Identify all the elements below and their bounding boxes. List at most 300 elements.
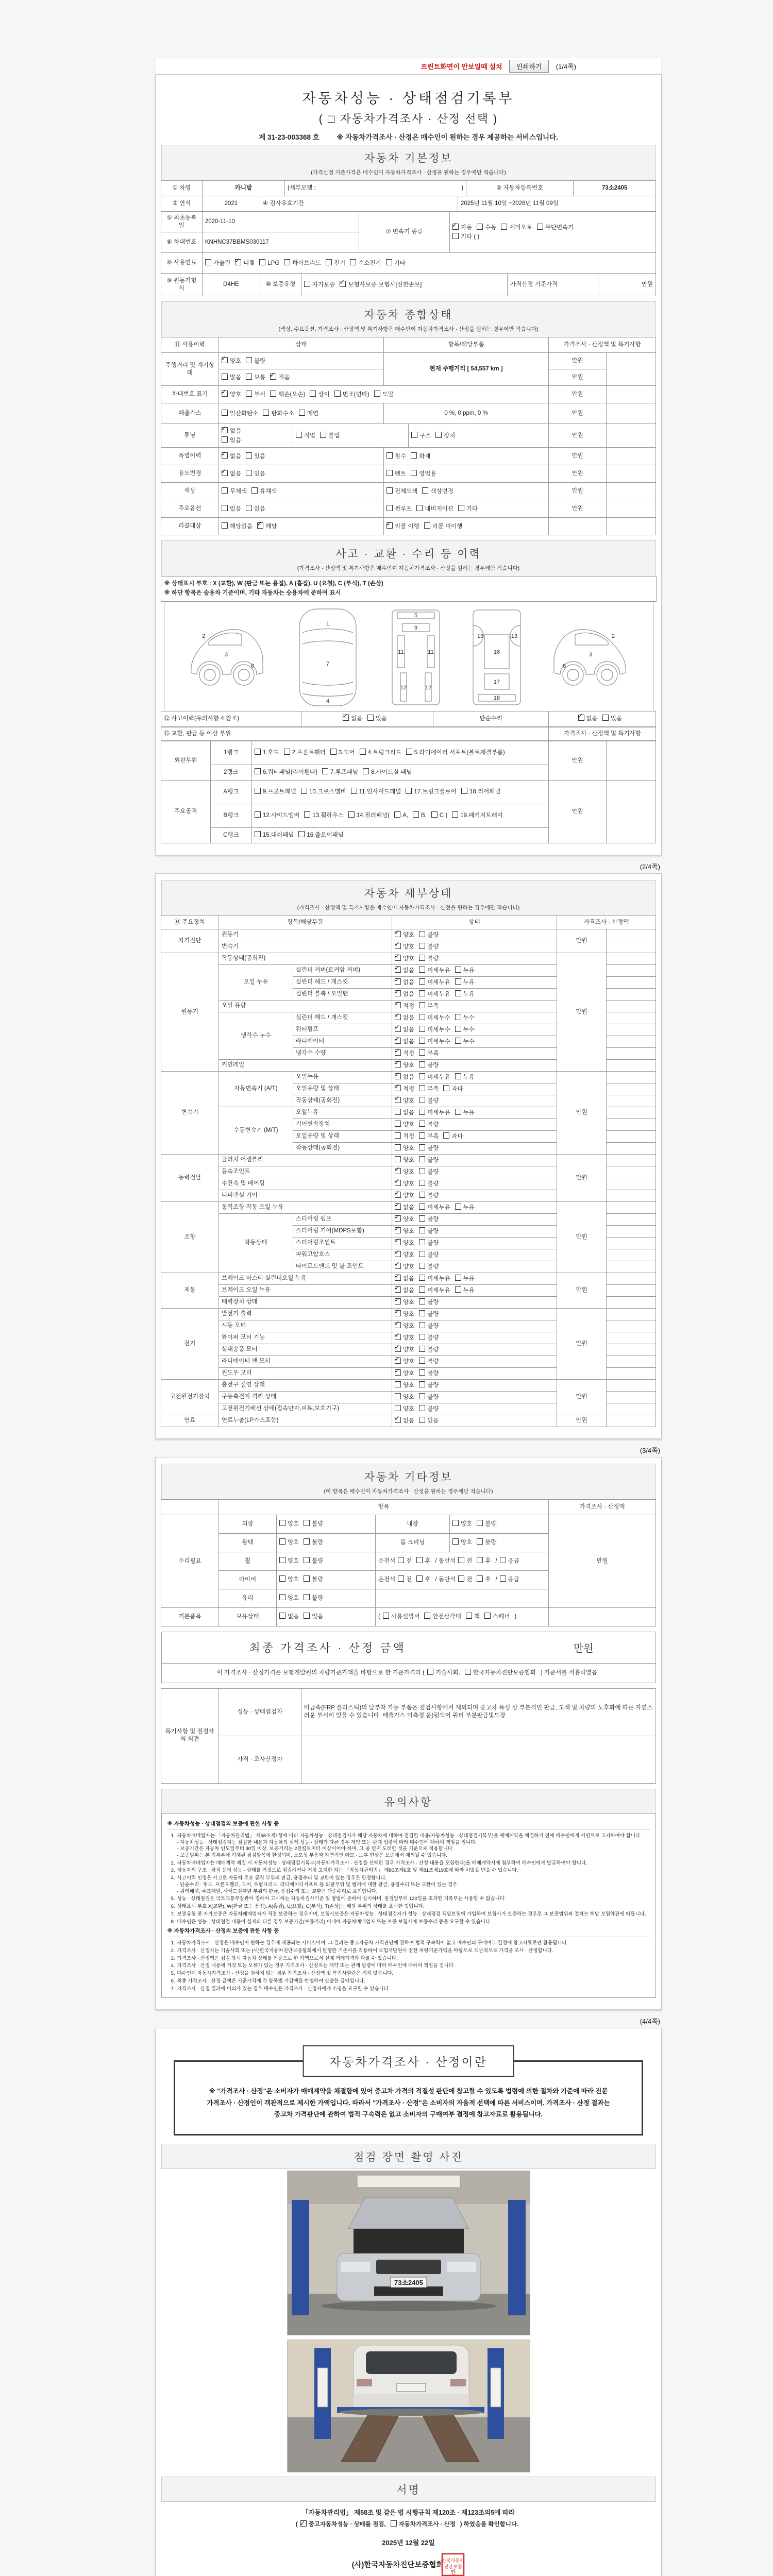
checkbox-option: ✓ 양호 [395, 1192, 414, 1200]
unchecked-checkbox[interactable] [386, 487, 393, 494]
unchecked-checkbox[interactable] [395, 1393, 401, 1399]
checked-checkbox[interactable] [395, 943, 401, 949]
rank1-items [251, 741, 548, 765]
checked-checkbox[interactable] [340, 281, 346, 287]
unchecked-checkbox[interactable] [419, 1405, 425, 1411]
unchecked-checkbox[interactable] [419, 1275, 425, 1281]
checkbox-option: ✓자동 [452, 224, 472, 232]
unchecked-checkbox[interactable] [348, 811, 355, 818]
unchecked-checkbox[interactable] [246, 374, 252, 380]
unchecked-checkbox[interactable] [251, 487, 258, 494]
notes-cell [607, 1225, 656, 1237]
subitem-cell: 오일유량 및 상태 [293, 1083, 392, 1095]
exchange-header-table [161, 727, 657, 741]
checked-checkbox[interactable] [578, 715, 584, 721]
unchecked-checkbox[interactable] [222, 410, 228, 416]
checkbox-option: 없음 [395, 1109, 414, 1117]
unchecked-checkbox[interactable] [284, 749, 290, 755]
unchecked-checkbox[interactable] [255, 749, 261, 755]
unchecked-checkbox[interactable] [419, 1168, 425, 1174]
unchecked-checkbox[interactable] [419, 1097, 425, 1103]
page-2 [155, 873, 662, 1439]
item-cell: 배력장치 상태 [219, 1296, 392, 1308]
unchecked-checkbox[interactable] [443, 1132, 449, 1139]
unchecked-checkbox[interactable] [500, 1557, 506, 1563]
price-notes-header: 가격조사 · 산정액 및 특기사항 [549, 727, 656, 740]
checkbox-option: 기술사회, [427, 1669, 460, 1677]
checked-checkbox[interactable] [395, 1298, 401, 1304]
unchecked-checkbox[interactable] [398, 1557, 404, 1563]
unchecked-checkbox[interactable] [419, 943, 425, 949]
unchecked-checkbox[interactable] [477, 1538, 483, 1545]
unchecked-checkbox[interactable] [452, 1520, 459, 1526]
checkbox-option: 자가보증 [304, 281, 335, 289]
unchecked-checkbox[interactable] [222, 487, 228, 494]
unchecked-checkbox[interactable] [411, 432, 417, 438]
unchecked-checkbox[interactable] [386, 259, 392, 265]
unchecked-checkbox[interactable] [416, 1575, 423, 1582]
notes-cell [607, 964, 656, 976]
checked-checkbox[interactable] [222, 357, 228, 363]
unchecked-checkbox[interactable] [452, 811, 458, 818]
unchecked-checkbox[interactable] [455, 990, 461, 996]
unchecked-checkbox[interactable] [419, 1132, 425, 1139]
unchecked-checkbox[interactable] [413, 811, 419, 818]
car-name-value: 카니발 [202, 181, 284, 196]
unchecked-checkbox[interactable] [395, 1381, 401, 1387]
status-options [392, 1178, 557, 1190]
status-options [392, 1261, 557, 1273]
checkbox-option: ✓ 적정 [395, 1049, 414, 1058]
unchecked-checkbox[interactable] [500, 1575, 506, 1582]
unchecked-checkbox[interactable] [419, 1322, 425, 1328]
checked-checkbox[interactable] [395, 1310, 401, 1316]
unchecked-checkbox[interactable] [411, 452, 417, 459]
price-cell: 만원 [549, 448, 607, 465]
unchecked-checkbox[interactable] [406, 788, 412, 794]
checked-checkbox[interactable] [395, 1180, 401, 1186]
unchecked-checkbox[interactable] [419, 955, 425, 961]
unchecked-checkbox[interactable] [419, 978, 425, 985]
unchecked-checkbox[interactable] [419, 1109, 425, 1115]
unchecked-checkbox[interactable] [455, 1073, 461, 1079]
unchecked-checkbox[interactable] [419, 1038, 425, 1044]
unchecked-checkbox[interactable] [419, 1121, 425, 1127]
checked-checkbox[interactable] [452, 224, 459, 230]
unchecked-checkbox[interactable] [304, 811, 310, 818]
checked-checkbox[interactable] [395, 990, 401, 996]
checked-checkbox[interactable] [395, 1369, 401, 1376]
checked-checkbox[interactable] [395, 1263, 401, 1269]
mileage-amount-options [219, 369, 383, 386]
unchecked-checkbox[interactable] [435, 432, 442, 438]
unchecked-checkbox[interactable] [304, 1520, 310, 1526]
unchecked-checkbox[interactable] [299, 410, 305, 416]
unchecked-checkbox[interactable] [419, 1334, 425, 1340]
doc-no-prefix: 제 [259, 133, 266, 141]
notes-cell [607, 386, 656, 403]
unchecked-checkbox[interactable] [419, 1002, 425, 1008]
checkbox-option: 미세누유 [419, 1073, 450, 1081]
checked-checkbox[interactable] [395, 1192, 401, 1198]
checked-checkbox[interactable] [395, 1204, 401, 1210]
item-cell: 오일 유량 [219, 1000, 392, 1012]
unchecked-checkbox[interactable] [431, 811, 438, 818]
unchecked-checkbox[interactable] [419, 1049, 425, 1056]
checked-checkbox[interactable] [343, 715, 349, 721]
device-group-label: 자기진단 [161, 929, 219, 953]
unchecked-checkbox[interactable] [419, 1298, 425, 1304]
unchecked-checkbox[interactable] [422, 487, 428, 494]
unchecked-checkbox[interactable] [259, 259, 265, 265]
unchecked-checkbox[interactable] [279, 1557, 285, 1563]
checked-checkbox[interactable] [395, 931, 401, 937]
rankA-label: A랭크 [210, 780, 251, 804]
unchecked-checkbox[interactable] [443, 1085, 449, 1091]
checked-checkbox[interactable] [222, 470, 228, 476]
notes-cell [607, 465, 656, 483]
checkbox-option: 11.인사이드패널 [351, 788, 401, 796]
unchecked-checkbox[interactable] [455, 978, 461, 985]
checkbox-option: 썬루프 [386, 505, 412, 513]
unchecked-checkbox[interactable] [330, 749, 337, 755]
tire-positions [375, 1570, 548, 1589]
unchecked-checkbox[interactable] [427, 1669, 433, 1675]
unchecked-checkbox[interactable] [394, 811, 400, 818]
unchecked-checkbox[interactable] [298, 831, 305, 837]
checked-checkbox[interactable] [395, 1227, 401, 1233]
unchecked-checkbox[interactable] [255, 831, 261, 837]
exchange-section-label: ⑬ 교환, 판금 등 이상 부위 [161, 727, 549, 740]
checked-checkbox[interactable] [395, 967, 401, 973]
checkbox-option: ✓ 양호 [395, 1061, 414, 1070]
checkbox-option: ✓ 없음 [395, 1026, 414, 1034]
checked-checkbox[interactable] [395, 1358, 401, 1364]
room-cleaning-options [449, 1533, 548, 1552]
item-cell: 작동상태 [219, 1213, 293, 1273]
unchecked-checkbox[interactable] [452, 233, 459, 239]
unchecked-checkbox[interactable] [326, 259, 332, 265]
unchecked-checkbox[interactable] [458, 505, 464, 511]
checkbox-option: 불량 [304, 1557, 323, 1565]
status-options [392, 1190, 557, 1201]
unchecked-checkbox[interactable] [424, 1613, 430, 1619]
checked-checkbox[interactable] [222, 427, 228, 433]
checked-checkbox[interactable] [395, 1073, 401, 1079]
checkbox-option: 수동 [477, 224, 496, 232]
checked-checkbox[interactable] [395, 955, 401, 961]
notice-item: 3. 가격조사 · 산정액은 점검 당시 자동차 상태를 기준으로 한 가액으로서 실제 거래가격과 다를 수 있습니다. [171, 1955, 398, 1961]
unchecked-checkbox[interactable] [419, 1381, 425, 1387]
unchecked-checkbox[interactable] [222, 505, 228, 511]
unchecked-checkbox[interactable] [419, 1393, 425, 1399]
unchecked-checkbox[interactable] [279, 1575, 285, 1582]
unchecked-checkbox[interactable] [419, 1144, 425, 1150]
status-options [392, 964, 557, 976]
unchecked-checkbox[interactable] [477, 1557, 483, 1563]
unchecked-checkbox[interactable] [419, 1417, 425, 1423]
checked-checkbox[interactable] [395, 1049, 401, 1056]
checked-checkbox[interactable] [395, 1286, 401, 1293]
unchecked-checkbox[interactable] [320, 432, 326, 438]
unchecked-checkbox[interactable] [602, 715, 609, 721]
checked-checkbox[interactable] [395, 1026, 401, 1032]
unchecked-checkbox[interactable] [419, 1180, 425, 1186]
print-button[interactable]: 인쇄하기 [509, 60, 548, 73]
unchecked-checkbox[interactable] [350, 259, 356, 265]
unchecked-checkbox[interactable] [386, 470, 393, 476]
price-header: 가격조사 · 산정액 [557, 916, 656, 929]
unchecked-checkbox[interactable] [246, 357, 252, 363]
checkbox-option: ✓ 보험사보증 보험사[신한손보] [340, 281, 422, 289]
page-indicator-4: (4/4쪽) [640, 2018, 660, 2026]
token-text: / 동반석 [435, 1577, 456, 1583]
unchecked-checkbox[interactable] [383, 1613, 389, 1619]
checkbox-option: ✓ 양호 [222, 391, 241, 399]
checkbox-option: 가솔린 [205, 259, 230, 267]
print-install-link[interactable]: 프린트화면이 안보일때 설치 [421, 62, 502, 71]
checked-checkbox[interactable] [395, 1346, 401, 1352]
checkbox-option: 불량 [419, 1346, 439, 1354]
unchecked-checkbox[interactable] [395, 1405, 401, 1411]
unchecked-checkbox[interactable] [395, 1132, 401, 1139]
checked-checkbox[interactable] [395, 1215, 401, 1222]
unchecked-checkbox[interactable] [246, 470, 252, 476]
unchecked-checkbox[interactable] [458, 1575, 464, 1582]
unchecked-checkbox[interactable] [374, 391, 380, 397]
unchecked-checkbox[interactable] [284, 259, 290, 265]
status-options [392, 1249, 557, 1261]
checked-checkbox[interactable] [395, 1239, 401, 1245]
unchecked-checkbox[interactable] [419, 1156, 425, 1162]
status-options [392, 1154, 557, 1166]
unchecked-checkbox[interactable] [222, 436, 228, 443]
unchecked-checkbox[interactable] [419, 1085, 425, 1091]
unchecked-checkbox[interactable] [419, 1227, 425, 1233]
unchecked-checkbox[interactable] [419, 1286, 425, 1293]
unchecked-checkbox[interactable] [419, 1358, 425, 1364]
unchecked-checkbox[interactable] [419, 1204, 425, 1210]
unchecked-checkbox[interactable] [419, 1310, 425, 1316]
unchecked-checkbox[interactable] [279, 1538, 285, 1545]
unchecked-checkbox[interactable] [466, 1613, 472, 1619]
checked-checkbox[interactable] [395, 1014, 401, 1020]
unchecked-checkbox[interactable] [395, 1144, 401, 1150]
checkbox-option: 불량 [419, 1144, 439, 1153]
checkbox-option: 적법 [296, 432, 315, 440]
unchecked-checkbox[interactable] [351, 788, 357, 794]
checked-checkbox[interactable] [222, 391, 228, 397]
unchecked-checkbox[interactable] [222, 522, 228, 529]
unchecked-checkbox[interactable] [455, 1014, 461, 1020]
unchecked-checkbox[interactable] [246, 505, 252, 511]
checkbox-option: 불량 [304, 1520, 323, 1528]
unchecked-checkbox[interactable] [246, 452, 252, 459]
unchecked-checkbox[interactable] [458, 1557, 464, 1563]
unchecked-checkbox[interactable] [304, 281, 310, 287]
unchecked-checkbox[interactable] [455, 967, 461, 973]
checked-checkbox[interactable] [395, 1097, 401, 1103]
checked-checkbox[interactable] [395, 1085, 401, 1091]
unchecked-checkbox[interactable] [304, 1557, 310, 1563]
checked-checkbox[interactable] [395, 978, 401, 985]
unchecked-checkbox[interactable] [419, 1369, 425, 1376]
device-group-label: 변속기 [161, 1071, 219, 1154]
checkbox-option: ✓ 양호 [395, 1369, 414, 1378]
unchecked-checkbox[interactable] [334, 391, 341, 397]
unchecked-checkbox[interactable] [279, 1613, 285, 1619]
unchecked-checkbox[interactable] [419, 1346, 425, 1352]
unchecked-checkbox[interactable] [419, 1215, 425, 1222]
unchecked-checkbox[interactable] [279, 1594, 285, 1600]
unchecked-checkbox[interactable] [367, 715, 374, 721]
status-options [392, 1095, 557, 1107]
unchecked-checkbox[interactable] [395, 1156, 401, 1162]
notes-cell [607, 403, 656, 424]
unchecked-checkbox[interactable] [222, 374, 228, 380]
checkbox-option: 불량 [419, 1251, 439, 1259]
checked-checkbox[interactable] [395, 1002, 401, 1008]
notes-cell [607, 1344, 656, 1355]
status-options [392, 1320, 557, 1332]
unchecked-checkbox[interactable] [424, 522, 430, 529]
comprehensive-section [160, 301, 657, 535]
checked-checkbox[interactable] [300, 2520, 307, 2527]
unchecked-checkbox[interactable] [477, 1520, 483, 1526]
blank-header [161, 1499, 219, 1515]
unchecked-checkbox[interactable] [419, 1263, 425, 1269]
checkbox-option: 미세누유 [419, 978, 450, 987]
color-label: 색상 [161, 483, 219, 500]
unchecked-checkbox[interactable] [501, 224, 507, 230]
unchecked-checkbox[interactable] [360, 749, 366, 755]
unchecked-checkbox[interactable] [419, 967, 425, 973]
status-options [392, 1344, 557, 1355]
unchecked-checkbox[interactable] [391, 2520, 397, 2527]
unchecked-checkbox[interactable] [455, 1026, 461, 1032]
unchecked-checkbox[interactable] [477, 1575, 483, 1582]
unchecked-checkbox[interactable] [255, 811, 261, 818]
unchecked-checkbox[interactable] [477, 224, 483, 230]
checked-checkbox[interactable] [395, 1038, 401, 1044]
checkbox-option: ✓ 디젤 [235, 259, 255, 267]
unchecked-checkbox[interactable] [304, 1538, 310, 1545]
unchecked-checkbox[interactable] [304, 1575, 310, 1582]
unchecked-checkbox[interactable] [304, 1594, 310, 1600]
accident-history-label: ⑫ 사고이력(유의사항 4.참조) [161, 711, 301, 726]
price-cell: 만원 [549, 1515, 656, 1607]
checked-checkbox[interactable] [235, 259, 241, 265]
unchecked-checkbox[interactable] [246, 391, 252, 397]
unchecked-checkbox[interactable] [455, 1109, 461, 1115]
unchecked-checkbox[interactable] [398, 1575, 404, 1582]
unchecked-checkbox[interactable] [484, 1613, 491, 1619]
unchecked-checkbox[interactable] [537, 224, 543, 230]
unchecked-checkbox[interactable] [411, 470, 417, 476]
unchecked-checkbox[interactable] [465, 1669, 471, 1675]
unchecked-checkbox[interactable] [395, 1121, 401, 1127]
unchecked-checkbox[interactable] [322, 768, 328, 774]
unchecked-checkbox[interactable] [419, 931, 425, 937]
checked-checkbox[interactable] [395, 1334, 401, 1340]
unchecked-checkbox[interactable] [301, 788, 307, 794]
unchecked-checkbox[interactable] [419, 1026, 425, 1032]
unchecked-checkbox[interactable] [419, 1239, 425, 1245]
unchecked-checkbox[interactable] [455, 1204, 461, 1210]
checkbox-option: ✓ 양호 [395, 931, 414, 939]
unchecked-checkbox[interactable] [255, 788, 261, 794]
unchecked-checkbox[interactable] [419, 1192, 425, 1198]
unchecked-checkbox[interactable] [406, 749, 412, 755]
subitem-cell: 오일누유 [293, 1107, 392, 1118]
checked-checkbox[interactable] [395, 1061, 401, 1067]
item-cell: 실내송풍 모터 [219, 1344, 392, 1355]
checkbox-option: 미세누유 [419, 967, 450, 975]
unchecked-checkbox[interactable] [386, 505, 393, 511]
unchecked-checkbox[interactable] [455, 1275, 461, 1281]
unchecked-checkbox[interactable] [419, 1073, 425, 1079]
checked-checkbox[interactable] [395, 1417, 401, 1423]
unchecked-checkbox[interactable] [270, 391, 276, 397]
section-title: 자동차 세부상태 [364, 887, 453, 900]
unchecked-checkbox[interactable] [263, 410, 269, 416]
inspection-report-screen [0, 58, 773, 2576]
checked-checkbox[interactable] [257, 522, 263, 529]
status-options [392, 1332, 557, 1344]
unchecked-checkbox[interactable] [395, 1109, 401, 1115]
unchecked-checkbox[interactable] [419, 1061, 425, 1067]
unchecked-checkbox[interactable] [279, 1520, 285, 1526]
status-options [392, 1047, 557, 1059]
unchecked-checkbox[interactable] [304, 1613, 310, 1619]
unchecked-checkbox[interactable] [255, 768, 261, 774]
unchecked-checkbox[interactable] [416, 505, 423, 511]
unchecked-checkbox[interactable] [310, 391, 316, 397]
checked-checkbox[interactable] [395, 1275, 401, 1281]
unchecked-checkbox[interactable] [419, 1251, 425, 1257]
checked-checkbox[interactable] [395, 1168, 401, 1174]
checked-checkbox[interactable] [395, 1322, 401, 1328]
unchecked-checkbox[interactable] [455, 1038, 461, 1044]
checkbox-option: 8.사이드실 패널 [363, 768, 412, 776]
checkbox-option: LPG [259, 259, 279, 267]
unchecked-checkbox[interactable] [419, 990, 425, 996]
checked-checkbox[interactable] [395, 1251, 401, 1257]
unchecked-checkbox[interactable] [205, 259, 211, 265]
price-cell: 만원 [557, 1379, 607, 1415]
status-options [392, 1225, 557, 1237]
checked-checkbox[interactable] [222, 452, 228, 459]
final-price-unit: 만원 [573, 1643, 594, 1655]
unchecked-checkbox[interactable] [363, 768, 369, 774]
unchecked-checkbox[interactable] [461, 788, 467, 794]
unchecked-checkbox[interactable] [452, 1538, 459, 1545]
car-underbody-front-diagram [385, 606, 447, 709]
car-top-diagram [289, 606, 366, 709]
unchecked-checkbox[interactable] [419, 1014, 425, 1020]
section-title: 서명 [396, 2484, 421, 2496]
unchecked-checkbox[interactable] [416, 1557, 423, 1563]
checkbox-option: 장치 [435, 432, 455, 440]
unchecked-checkbox[interactable] [296, 432, 302, 438]
checkbox-option: 누유 [455, 1109, 475, 1117]
unchecked-checkbox[interactable] [386, 452, 393, 459]
diagram-number: 11 [428, 649, 434, 655]
final-price-title: 최종 가격조사 · 산정 금액 [249, 1641, 406, 1655]
unchecked-checkbox[interactable] [455, 1286, 461, 1293]
checked-checkbox[interactable] [270, 374, 276, 380]
checked-checkbox[interactable] [386, 522, 393, 529]
